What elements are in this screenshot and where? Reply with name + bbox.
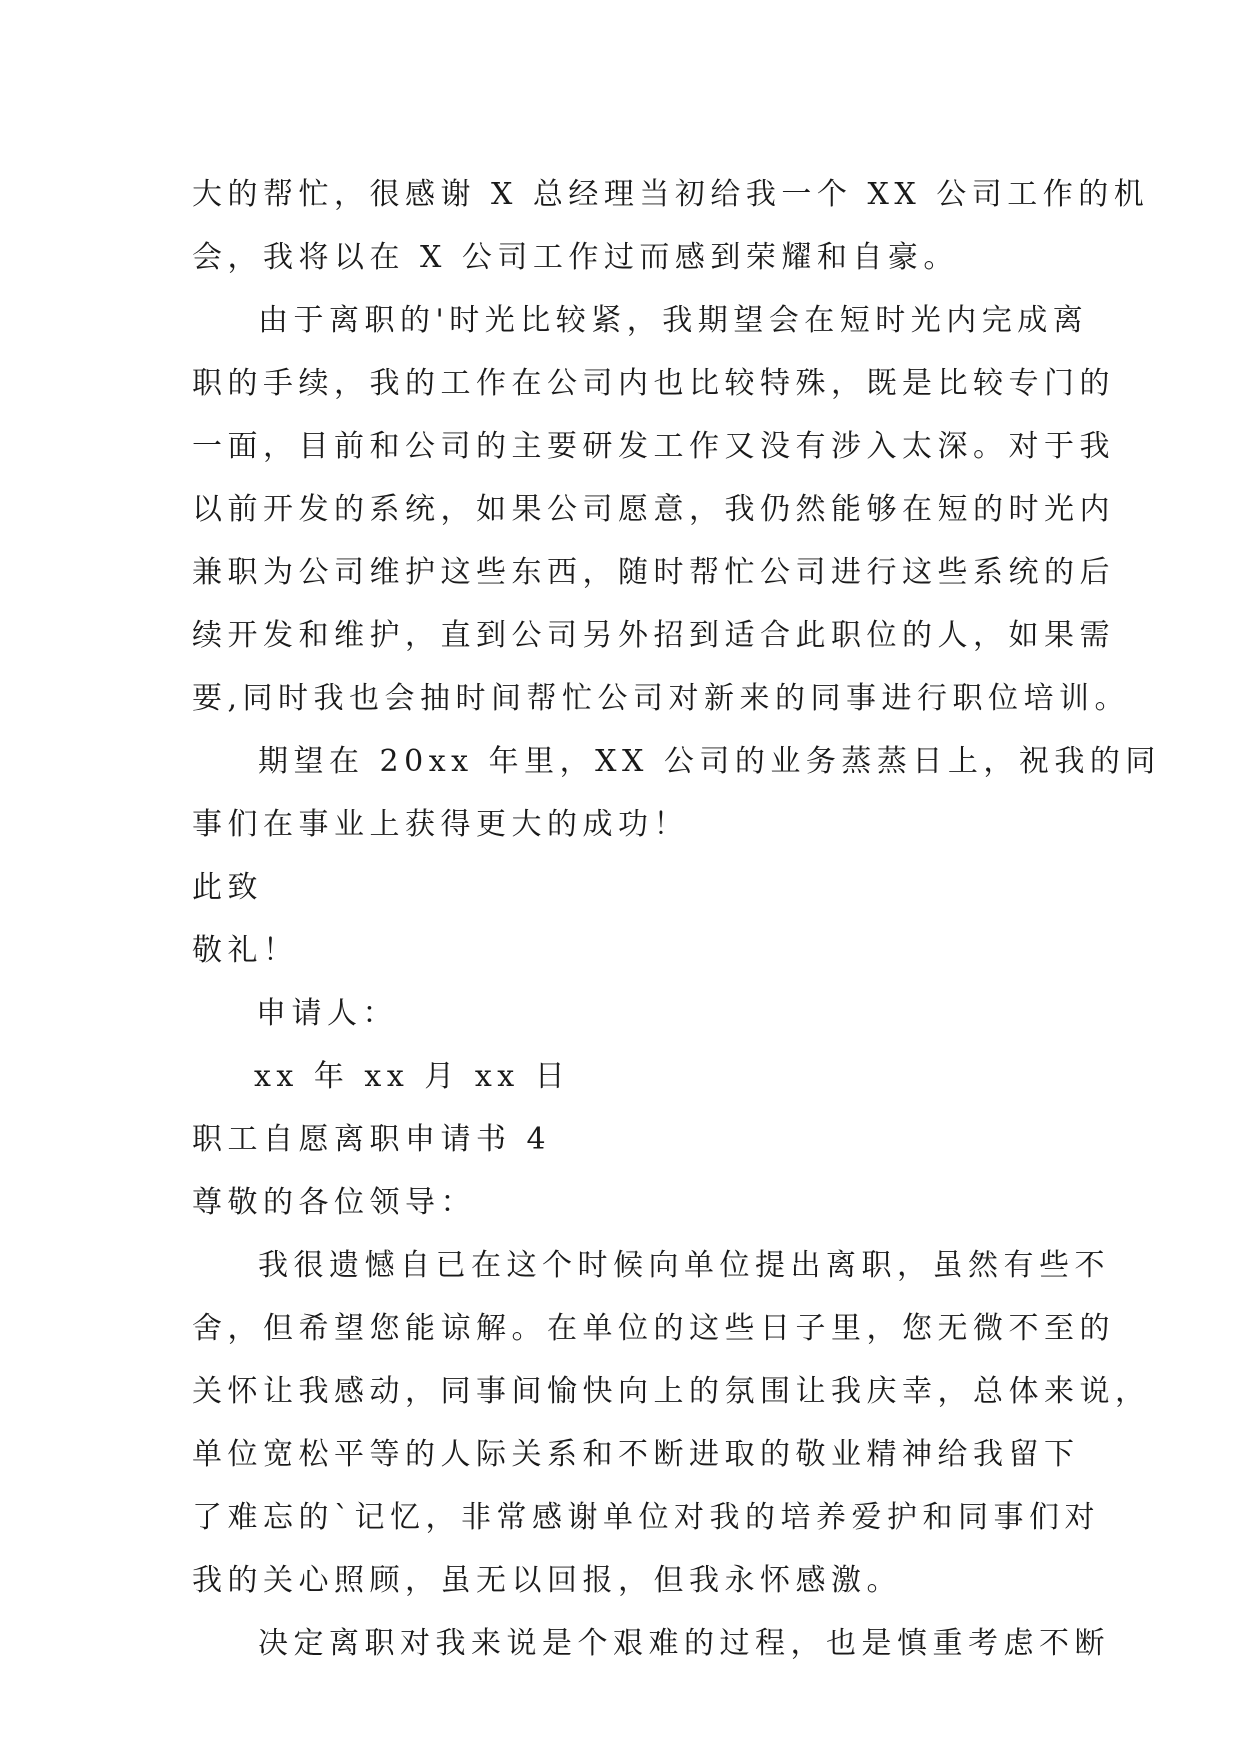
text-line: 兼职为公司维护这些东西，随时帮忙公司进行这些系统的后 [192, 555, 1115, 590]
text-line: 我的关心照顾，虽无以回报，但我永怀感激。 [192, 1563, 902, 1598]
text-line: 职的手续，我的工作在公司内也比较特殊，既是比较专门的 [192, 366, 1115, 401]
text-line: 舍，但希望您能谅解。在单位的这些日子里，您无微不至的 [192, 1311, 1115, 1346]
text-line: 要,同时我也会抽时间帮忙公司对新来的同事进行职位培训。 [192, 681, 1131, 716]
document-body [192, 163, 1161, 1675]
text-line: 一面，目前和公司的主要研发工作又没有涉入太深。对于我 [192, 429, 1115, 464]
paragraph-start: 决定离职对我来说是个艰难的过程，也是慎重考虑不断 [258, 1626, 1110, 1661]
date-line: xx 年 xx 月 xx 日 [254, 1059, 571, 1094]
applicant-label: 申请人： [256, 996, 398, 1031]
text-line: 续开发和维护，直到公司另外招到适合此职位的人，如果需 [192, 618, 1115, 653]
text-line: 会，我将以在 X 公司工作过而感到荣耀和自豪。 [192, 240, 959, 275]
text-line: 了难忘的`记忆，非常感谢单位对我的培养爱护和同事们对 [192, 1500, 1100, 1535]
closing-salutation: 此致 [192, 870, 263, 905]
text-line: 大的帮忙，很感谢 X 总经理当初给我一个 XX 公司工作的机 [192, 177, 1150, 212]
paragraph-start: 我很遗憾自已在这个时候向单位提出离职，虽然有些不 [258, 1248, 1110, 1283]
paragraph-start: 由于离职的'时光比较紧，我期望会在短时光内完成离 [258, 303, 1089, 338]
text-line: 事们在事业上获得更大的成功！ [192, 807, 689, 842]
text-line: 以前开发的系统，如果公司愿意，我仍然能够在短的时光内 [192, 492, 1115, 527]
paragraph-start: 期望在 20xx 年里，XX 公司的业务蒸蒸日上，祝我的同 [258, 744, 1161, 779]
letter-greeting: 尊敬的各位领导： [192, 1185, 476, 1220]
closing-regards: 敬礼！ [192, 933, 299, 968]
section-title: 职工自愿离职申请书 4 [192, 1122, 552, 1157]
text-line: 单位宽松平等的人际关系和不断进取的敬业精神给我留下 [192, 1437, 1080, 1472]
text-line: 关怀让我感动，同事间愉快向上的氛围让我庆幸，总体来说， [192, 1374, 1151, 1409]
